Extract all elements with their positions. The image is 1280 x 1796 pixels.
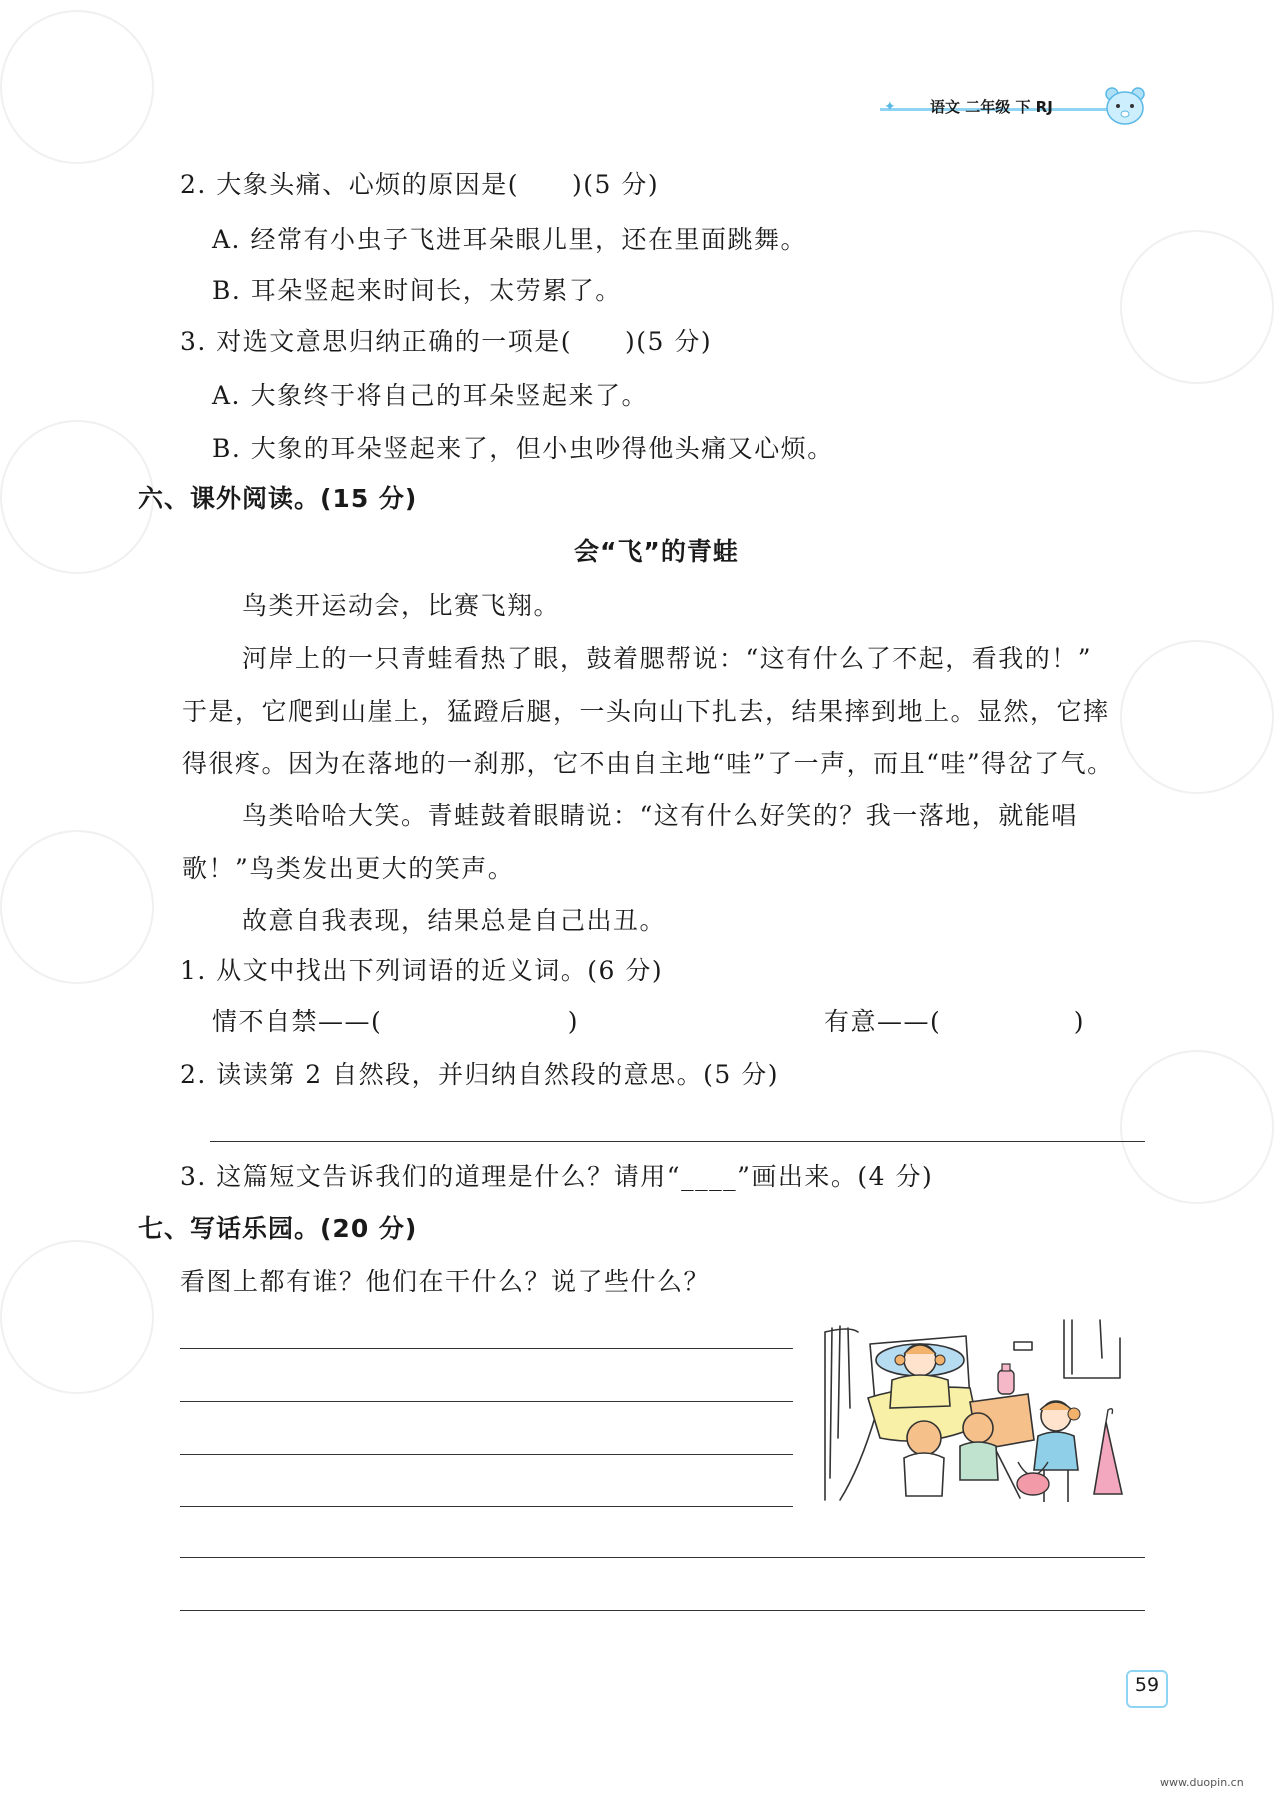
question-2-option-b: B. 耳朵竖起来时间长，太劳累了。 <box>212 276 622 305</box>
source-credit: www.duopin.cn <box>1160 1776 1244 1789</box>
question-3: 3. 对选文意思归纳正确的一项是( )(5 分) <box>180 327 713 356</box>
section-7-heading: 七、写话乐园。(20 分) <box>138 1214 418 1243</box>
passage-paragraph-3-line-1: 鸟类哈哈大笑。青蛙鼓着眼睛说：“这有什么好笑的？我一落地，就能唱 <box>242 801 1078 830</box>
watermark <box>0 10 154 164</box>
passage-paragraph-2-line-1: 河岸上的一只青蛙看热了眼，鼓着腮帮说：“这有什么了不起，看我的！” <box>242 644 1093 673</box>
watermark <box>0 420 154 574</box>
reading-question-1: 1. 从文中找出下列词语的近义词。(6 分) <box>180 956 664 985</box>
watermark <box>0 1240 154 1394</box>
header-label: 语文 二年级 下 RJ <box>930 98 1053 116</box>
question-3-option-b: B. 大象的耳朵竖起来了，但小虫吵得他头痛又心烦。 <box>212 434 834 463</box>
illustration-visiting-sick-friend <box>820 1318 1152 1510</box>
reading-question-3: 3. 这篇短文告诉我们的道理是什么？请用“____”画出来。(4 分) <box>180 1162 934 1191</box>
writing-line[interactable] <box>180 1506 793 1507</box>
watermark <box>1120 1050 1274 1204</box>
page-number: 59 <box>1134 1674 1160 1696</box>
writing-line[interactable] <box>180 1610 1145 1611</box>
watermark <box>1120 230 1274 384</box>
passage-title: 会“飞”的青蛙 <box>574 537 739 566</box>
section-6-heading: 六、课外阅读。(15 分) <box>138 484 418 513</box>
passage-paragraph-2-line-3: 得很疼。因为在落地的一刹那，它不由自主地“哇”了一声，而且“哇”得岔了气。 <box>182 749 1114 778</box>
passage-paragraph-3-line-2: 歌！”鸟类发出更大的笑声。 <box>182 854 515 883</box>
watermark <box>0 830 154 984</box>
passage-paragraph-2-line-2: 于是，它爬到山崖上，猛蹬后腿，一头向山下扎去，结果摔到地上。显然，它摔 <box>182 697 1110 726</box>
question-2: 2. 大象头痛、心烦的原因是( )(5 分) <box>180 170 660 199</box>
writing-line[interactable] <box>180 1348 793 1349</box>
passage-paragraph-1: 鸟类开运动会，比赛飞翔。 <box>242 591 561 620</box>
star-icon: ✦ <box>884 99 896 115</box>
synonym-blank-left[interactable]: 情不自禁——( ) <box>212 1007 580 1036</box>
bear-icon <box>1104 86 1146 126</box>
question-2-option-a: A. 经常有小虫子飞进耳朵眼儿里，还在里面跳舞。 <box>212 225 807 254</box>
writing-prompt: 看图上都有谁？他们在干什么？说了些什么？ <box>180 1267 711 1296</box>
question-3-option-a: A. 大象终于将自己的耳朵竖起来了。 <box>212 381 648 410</box>
writing-line[interactable] <box>180 1454 793 1455</box>
writing-line[interactable] <box>180 1557 1145 1558</box>
writing-line[interactable] <box>180 1401 793 1402</box>
passage-paragraph-4: 故意自我表现，结果总是自己出丑。 <box>242 906 667 935</box>
answer-line[interactable] <box>210 1141 1145 1142</box>
synonym-blank-right[interactable]: 有意——( ) <box>824 1007 1086 1036</box>
reading-question-2: 2. 读读第 2 自然段，并归纳自然段的意思。(5 分) <box>180 1060 779 1089</box>
watermark <box>1120 640 1274 794</box>
